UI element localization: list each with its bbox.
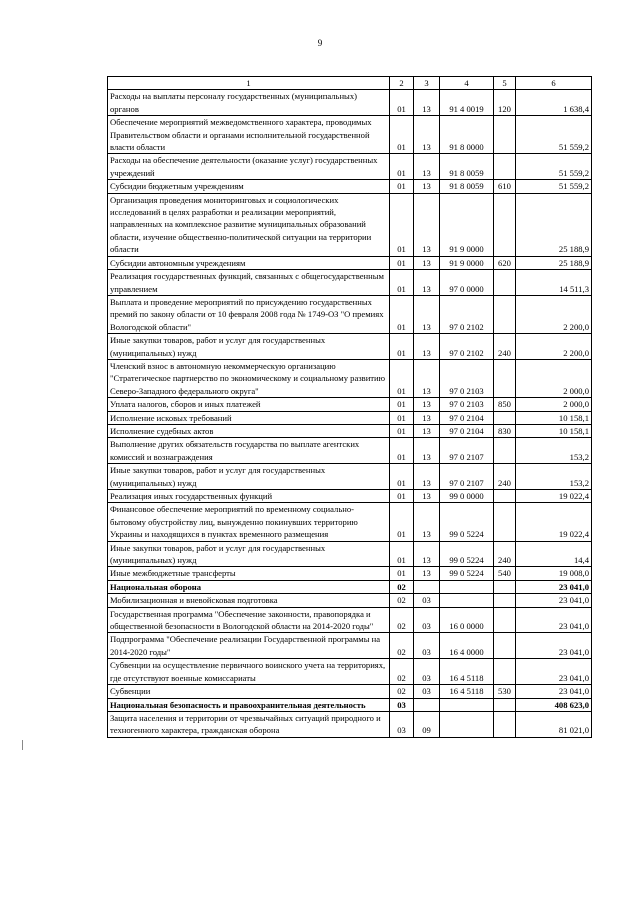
row-amount-cell: 19 022,4 [516, 490, 592, 503]
row-target-article-cell: 91 8 0059 [440, 154, 494, 180]
row-amount-cell: 19 008,0 [516, 567, 592, 580]
row-subsection-cell: 13 [414, 411, 440, 424]
column-header-target-article: 4 [440, 77, 494, 90]
row-expense-type-cell [494, 359, 516, 397]
row-amount-cell: 19 022,4 [516, 503, 592, 541]
row-section-cell: 01 [390, 541, 414, 567]
row-expense-type-cell [494, 154, 516, 180]
row-target-article-cell: 99 0 5224 [440, 503, 494, 541]
row-name-cell: Субвенции [108, 685, 390, 698]
row-name-cell: Государственная программа "Обеспечение законности, правопорядка и общественной безопасности в Вологодской области на 2014-2020 годы" [108, 607, 390, 633]
row-name-cell: Обеспечение мероприятий межведомственного характера, проводимых Правительством области и органами исполнительной государственной власти области [108, 116, 390, 154]
row-expense-type-cell: 620 [494, 256, 516, 269]
row-expense-type-cell: 240 [494, 464, 516, 490]
row-target-article-cell: 99 0 5224 [440, 541, 494, 567]
row-amount-cell: 408 623,0 [516, 698, 592, 711]
column-header-subsection: 3 [414, 77, 440, 90]
row-target-article-cell: 91 8 0059 [440, 180, 494, 193]
row-expense-type-cell [494, 438, 516, 464]
row-expense-type-cell [494, 698, 516, 711]
row-section-cell: 01 [390, 270, 414, 296]
row-amount-cell: 14,4 [516, 541, 592, 567]
row-expense-type-cell [494, 270, 516, 296]
column-header-section: 2 [390, 77, 414, 90]
row-subsection-cell: 13 [414, 490, 440, 503]
row-subsection-cell: 03 [414, 594, 440, 607]
table-row [108, 334, 592, 360]
row-expense-type-cell [494, 411, 516, 424]
column-header-name: 1 [108, 77, 390, 90]
margin-mark [22, 740, 23, 750]
row-target-article-cell [440, 711, 494, 737]
row-expense-type-cell: 830 [494, 424, 516, 437]
row-section-cell: 01 [390, 295, 414, 333]
row-amount-cell: 51 559,2 [516, 154, 592, 180]
row-expense-type-cell: 240 [494, 541, 516, 567]
row-target-article-cell [440, 594, 494, 607]
row-section-cell: 01 [390, 567, 414, 580]
table-row [108, 633, 592, 659]
row-expense-type-cell [494, 607, 516, 633]
page-number: 9 [317, 38, 323, 48]
row-amount-cell: 2 200,0 [516, 334, 592, 360]
table-row [108, 295, 592, 333]
row-expense-type-cell [494, 490, 516, 503]
row-section-cell: 01 [390, 411, 414, 424]
row-amount-cell: 14 511,3 [516, 270, 592, 296]
row-section-cell: 01 [390, 359, 414, 397]
table-row [108, 567, 592, 580]
table-row [108, 398, 592, 411]
column-header-expense-type: 5 [494, 77, 516, 90]
row-section-cell: 01 [390, 424, 414, 437]
row-target-article-cell: 91 9 0000 [440, 193, 494, 256]
row-expense-type-cell [494, 503, 516, 541]
row-subsection-cell: 13 [414, 154, 440, 180]
table-row [108, 256, 592, 269]
row-expense-type-cell [494, 295, 516, 333]
row-name-cell: Исполнение исковых требований [108, 411, 390, 424]
row-amount-cell: 23 041,0 [516, 685, 592, 698]
table-row [108, 116, 592, 154]
row-target-article-cell: 16 0 0000 [440, 607, 494, 633]
table-row [108, 580, 592, 593]
table-row [108, 607, 592, 633]
table-row [108, 490, 592, 503]
row-section-cell: 01 [390, 490, 414, 503]
row-section-cell: 01 [390, 438, 414, 464]
table-row [108, 411, 592, 424]
row-name-cell: Национальная оборона [108, 580, 390, 593]
row-section-cell: 03 [390, 711, 414, 737]
row-target-article-cell: 97 0 2104 [440, 424, 494, 437]
row-expense-type-cell [494, 711, 516, 737]
row-subsection-cell: 13 [414, 90, 440, 116]
row-amount-cell: 51 559,2 [516, 180, 592, 193]
row-name-cell: Членский взнос в автономную некоммерческую организацию "Стратегическое партнерство по экономическому и социальному развитию Северо-Западного федерального округа" [108, 359, 390, 397]
table-row [108, 711, 592, 737]
table-row [108, 424, 592, 437]
row-subsection-cell: 09 [414, 711, 440, 737]
row-amount-cell: 25 188,9 [516, 193, 592, 256]
row-name-cell: Защита населения и территории от чрезвычайных ситуаций природного и техногенного характера, гражданская оборона [108, 711, 390, 737]
table-header-row [108, 77, 592, 90]
row-expense-type-cell: 120 [494, 90, 516, 116]
table-row [108, 193, 592, 256]
row-section-cell: 02 [390, 685, 414, 698]
row-section-cell: 01 [390, 398, 414, 411]
row-target-article-cell: 97 0 2107 [440, 438, 494, 464]
table-row [108, 359, 592, 397]
row-amount-cell: 153,2 [516, 438, 592, 464]
table-row [108, 698, 592, 711]
row-amount-cell: 2 200,0 [516, 295, 592, 333]
row-amount-cell: 51 559,2 [516, 116, 592, 154]
row-name-cell: Исполнение судебных актов [108, 424, 390, 437]
row-target-article-cell: 16 4 5118 [440, 685, 494, 698]
row-subsection-cell: 13 [414, 503, 440, 541]
row-amount-cell: 23 041,0 [516, 607, 592, 633]
table-row [108, 464, 592, 490]
table-row [108, 438, 592, 464]
row-name-cell: Субвенции на осуществление первичного воинского учета на территориях, где отсутствуют военные комиссариаты [108, 659, 390, 685]
table-row [108, 90, 592, 116]
row-amount-cell: 81 021,0 [516, 711, 592, 737]
row-section-cell: 01 [390, 256, 414, 269]
row-name-cell: Реализация государственных функций, связанных с общегосударственным управлением [108, 270, 390, 296]
row-subsection-cell: 13 [414, 359, 440, 397]
table-body [108, 90, 592, 737]
row-target-article-cell [440, 698, 494, 711]
row-name-cell: Национальная безопасность и правоохранительная деятельность [108, 698, 390, 711]
row-name-cell: Расходы на обеспечение деятельности (оказание услуг) государственных учреждений [108, 154, 390, 180]
row-amount-cell: 10 158,1 [516, 411, 592, 424]
row-amount-cell: 2 000,0 [516, 359, 592, 397]
column-header-amount: 6 [516, 77, 592, 90]
budget-table [107, 76, 592, 738]
row-subsection-cell: 03 [414, 685, 440, 698]
row-name-cell: Мобилизационная и вневойсковая подготовка [108, 594, 390, 607]
row-amount-cell: 10 158,1 [516, 424, 592, 437]
row-expense-type-cell: 240 [494, 334, 516, 360]
row-name-cell: Организация проведения мониторинговых и социологических исследований в целях разработки и реализации мероприятий, направленных на комплексное развитие муниципальных образований области, изучение общественно-политической ситуации на территории области [108, 193, 390, 256]
table-row [108, 503, 592, 541]
row-target-article-cell: 97 0 2103 [440, 398, 494, 411]
row-name-cell: Выполнение других обязательств государства по выплате агентских комиссий и вознаграждения [108, 438, 390, 464]
row-subsection-cell: 13 [414, 567, 440, 580]
row-target-article-cell: 97 0 2102 [440, 334, 494, 360]
row-subsection-cell: 03 [414, 633, 440, 659]
row-expense-type-cell [494, 116, 516, 154]
row-section-cell: 02 [390, 594, 414, 607]
row-amount-cell: 25 188,9 [516, 256, 592, 269]
row-subsection-cell: 13 [414, 438, 440, 464]
table-row [108, 180, 592, 193]
row-expense-type-cell [494, 633, 516, 659]
row-target-article-cell: 99 0 0000 [440, 490, 494, 503]
row-amount-cell: 2 000,0 [516, 398, 592, 411]
row-amount-cell: 23 041,0 [516, 659, 592, 685]
row-subsection-cell: 13 [414, 464, 440, 490]
row-section-cell: 01 [390, 180, 414, 193]
row-subsection-cell: 13 [414, 180, 440, 193]
row-amount-cell: 153,2 [516, 464, 592, 490]
row-name-cell: Выплата и проведение мероприятий по присуждению государственных премий по закону области от 10 февраля 2008 года № 1749-ОЗ "О премиях Вологодской области" [108, 295, 390, 333]
row-expense-type-cell [494, 580, 516, 593]
row-target-article-cell: 97 0 2103 [440, 359, 494, 397]
row-amount-cell: 23 041,0 [516, 580, 592, 593]
table-row [108, 541, 592, 567]
row-expense-type-cell: 540 [494, 567, 516, 580]
row-expense-type-cell: 610 [494, 180, 516, 193]
row-section-cell: 01 [390, 334, 414, 360]
row-expense-type-cell [494, 193, 516, 256]
row-subsection-cell: 13 [414, 541, 440, 567]
row-name-cell: Иные межбюджетные трансферты [108, 567, 390, 580]
row-name-cell: Субсидии бюджетным учреждениям [108, 180, 390, 193]
row-subsection-cell: 13 [414, 256, 440, 269]
row-section-cell: 01 [390, 464, 414, 490]
table-row [108, 659, 592, 685]
row-amount-cell: 1 638,4 [516, 90, 592, 116]
row-name-cell: Иные закупки товаров, работ и услуг для государственных (муниципальных) нужд [108, 464, 390, 490]
row-target-article-cell: 97 0 2104 [440, 411, 494, 424]
table-row [108, 594, 592, 607]
row-section-cell: 03 [390, 698, 414, 711]
table-row [108, 685, 592, 698]
row-amount-cell: 23 041,0 [516, 633, 592, 659]
row-target-article-cell: 99 0 5224 [440, 567, 494, 580]
row-section-cell: 02 [390, 580, 414, 593]
row-target-article-cell: 91 8 0000 [440, 116, 494, 154]
row-subsection-cell: 13 [414, 424, 440, 437]
row-name-cell: Иные закупки товаров, работ и услуг для государственных (муниципальных) нужд [108, 334, 390, 360]
row-expense-type-cell: 530 [494, 685, 516, 698]
row-section-cell: 02 [390, 659, 414, 685]
row-target-article-cell: 97 0 2102 [440, 295, 494, 333]
row-subsection-cell: 13 [414, 116, 440, 154]
row-subsection-cell [414, 698, 440, 711]
row-section-cell: 01 [390, 193, 414, 256]
row-expense-type-cell [494, 594, 516, 607]
row-subsection-cell: 13 [414, 295, 440, 333]
row-subsection-cell: 13 [414, 398, 440, 411]
row-subsection-cell: 03 [414, 607, 440, 633]
row-expense-type-cell [494, 659, 516, 685]
row-section-cell: 02 [390, 607, 414, 633]
row-subsection-cell: 13 [414, 270, 440, 296]
row-expense-type-cell: 850 [494, 398, 516, 411]
row-name-cell: Субсидии автономным учреждениям [108, 256, 390, 269]
row-target-article-cell: 16 4 0000 [440, 633, 494, 659]
row-target-article-cell: 16 4 5118 [440, 659, 494, 685]
row-subsection-cell: 13 [414, 193, 440, 256]
row-target-article-cell: 97 0 0000 [440, 270, 494, 296]
row-section-cell: 01 [390, 90, 414, 116]
row-name-cell: Расходы на выплаты персоналу государственных (муниципальных) органов [108, 90, 390, 116]
row-section-cell: 01 [390, 154, 414, 180]
row-name-cell: Финансовое обеспечение мероприятий по временному социально-бытовому обустройству лиц, вынужденно покинувших территорию Украины и находящихся в пунктах временного размещения [108, 503, 390, 541]
row-section-cell: 01 [390, 503, 414, 541]
row-target-article-cell [440, 580, 494, 593]
row-name-cell: Подпрограмма "Обеспечение реализации Государственной программы на 2014-2020 годы" [108, 633, 390, 659]
row-section-cell: 01 [390, 116, 414, 154]
row-section-cell: 02 [390, 633, 414, 659]
row-subsection-cell: 13 [414, 334, 440, 360]
row-name-cell: Уплата налогов, сборов и иных платежей [108, 398, 390, 411]
row-name-cell: Иные закупки товаров, работ и услуг для государственных (муниципальных) нужд [108, 541, 390, 567]
row-name-cell: Реализация иных государственных функций [108, 490, 390, 503]
row-target-article-cell: 97 0 2107 [440, 464, 494, 490]
row-target-article-cell: 91 4 0019 [440, 90, 494, 116]
row-subsection-cell: 03 [414, 659, 440, 685]
row-target-article-cell: 91 9 0000 [440, 256, 494, 269]
table-row [108, 270, 592, 296]
table-row [108, 154, 592, 180]
row-amount-cell: 23 041,0 [516, 594, 592, 607]
row-subsection-cell [414, 580, 440, 593]
